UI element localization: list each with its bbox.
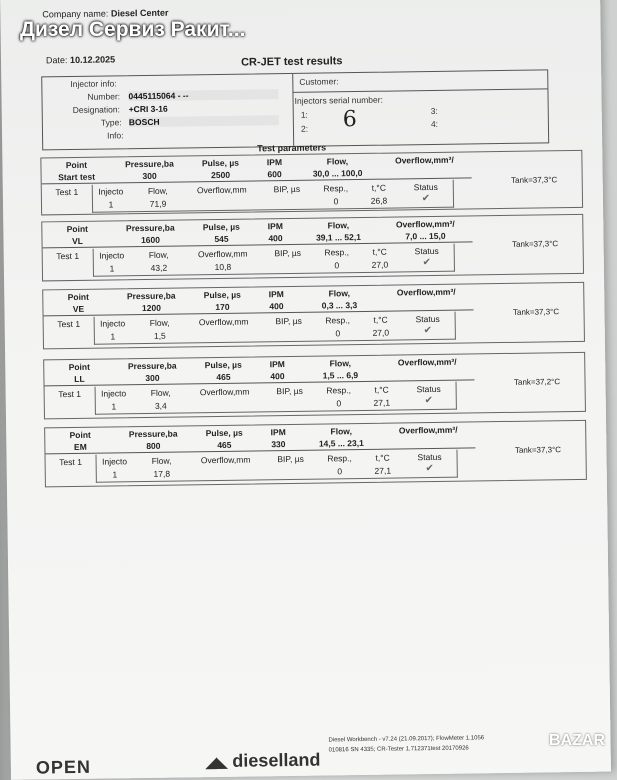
- col-header-pulse: Pulse, µs: [202, 221, 240, 233]
- param-pulse: 465: [217, 439, 232, 451]
- brand-dieselland-logo: [206, 750, 321, 773]
- watermark-logo: BAZAR: [549, 732, 605, 749]
- brand-dieselland-text: dieselland: [232, 749, 321, 771]
- date-value: 10.12.2025: [69, 54, 116, 66]
- col-header-overflow: Overflow,mm³/: [396, 286, 456, 298]
- subcol-header-temp: t,°C: [374, 384, 389, 395]
- col-header-overflow: Overflow,mm³/: [394, 154, 454, 166]
- result-resp: 0: [333, 196, 339, 207]
- col-header-pressure: Pressure,ba: [127, 360, 177, 372]
- date-label: Date:: [45, 55, 68, 66]
- param-flow-range: 30,0 ... 100,0: [312, 167, 363, 179]
- subcol-header-status: Status: [413, 181, 438, 193]
- company-name: Diesel Center: [110, 7, 169, 19]
- param-ipm: 400: [270, 371, 285, 382]
- col-header-pulse: Pulse, µs: [204, 359, 242, 371]
- tank-temperature: Tank=37,3°C: [514, 445, 562, 455]
- subcol-header-test: Test 1: [58, 388, 82, 400]
- subcol-header-flow2: Flow,: [148, 249, 169, 260]
- param-overflow-range: [381, 298, 471, 299]
- customer-label: Customer:: [299, 76, 339, 87]
- result-inj: 1: [109, 263, 115, 274]
- subcol-header-injector: Injecto: [101, 456, 128, 467]
- subcol-header-status: Status: [414, 245, 439, 257]
- number-value: 0445115064 - --: [128, 89, 278, 101]
- subcol-header-overflow2: Overflow,mm: [200, 454, 251, 466]
- param-ipm: 400: [269, 301, 284, 312]
- param-overflow-range: [382, 368, 472, 369]
- subcol-header-flow2: Flow,: [149, 317, 170, 328]
- param-overflow-range: [383, 436, 473, 437]
- subcol-header-injector: Injecto: [98, 186, 124, 197]
- subcol-header-overflow2: Overflow,mm: [198, 316, 249, 328]
- customer-divider: [292, 88, 547, 93]
- result-temp: 26,8: [370, 195, 388, 206]
- col-header-flow: Flow,: [328, 288, 351, 299]
- subcol-header-overflow2: Overflow,mm: [197, 248, 248, 260]
- serial-1: 1:: [300, 109, 308, 120]
- subcol-header-resp: Resp.,: [323, 183, 349, 194]
- subcol-header-status: Status: [415, 313, 440, 325]
- result-overflow: 10,8: [214, 261, 232, 273]
- handwritten-number: 6: [342, 107, 358, 133]
- subcol-header-injector: Injecto: [99, 250, 125, 261]
- param-pulse: 170: [215, 301, 230, 313]
- result-temp: 27,1: [373, 397, 391, 408]
- result-inj: 1: [108, 199, 114, 210]
- status-check-icon: ✔: [424, 394, 434, 407]
- serial-4: 4:: [430, 118, 439, 129]
- result-inj: 1: [111, 401, 117, 412]
- param-pressure: 300: [142, 170, 157, 182]
- subcol-header-bip: BIP, µs: [277, 453, 304, 465]
- type-label: Type:: [100, 117, 122, 128]
- info-label: Info:: [106, 130, 124, 141]
- col-header-pulse: Pulse, µs: [201, 157, 240, 169]
- date-line: [46, 54, 115, 65]
- tank-temperature: Tank=37,3°C: [511, 239, 559, 249]
- test-block: [41, 214, 584, 282]
- col-header-pressure: Pressure,ba: [128, 428, 178, 440]
- col-header-point: Point: [69, 429, 91, 441]
- subcol-header-bip: BIP, µs: [273, 183, 301, 195]
- info-divider: [292, 74, 294, 146]
- results-subtable: [95, 450, 457, 483]
- test-block: [44, 420, 587, 488]
- footer-line-2: 010816 SN 4335; CR-Tester 1.712371test 20170926: [328, 745, 469, 754]
- col-header-point: Point: [68, 361, 90, 373]
- col-header-ipm: IPM: [268, 289, 284, 300]
- subcol-header-flow2: Flow,: [147, 185, 168, 196]
- param-pulse: 545: [214, 233, 229, 245]
- col-header-flow: Flow,: [327, 220, 350, 231]
- subcol-header-bip: BIP, µs: [276, 385, 303, 397]
- result-temp: 27,0: [371, 259, 389, 270]
- results-subtable: [94, 312, 456, 345]
- param-pulse: 465: [216, 371, 231, 383]
- col-header-overflow: Overflow,mm³/: [398, 424, 458, 436]
- subcol-header-flow2: Flow,: [151, 455, 172, 466]
- subcol-header-test: Test 1: [57, 318, 81, 330]
- result-flow: 71,9: [149, 198, 167, 209]
- subcol-header-status: Status: [417, 451, 442, 463]
- subcol-header-injector: Injecto: [101, 388, 127, 399]
- status-check-icon: ✔: [423, 325, 433, 337]
- param-flow-range: 14,5 ... 23,1: [318, 437, 364, 449]
- brand-open-logo: OPEN: [35, 756, 92, 778]
- subcol-header-test: Test 1: [56, 250, 80, 262]
- subcol-header-resp: Resp.,: [324, 247, 350, 258]
- result-resp: 0: [336, 398, 342, 409]
- col-header-point: Point: [66, 223, 89, 235]
- type-value: BOSCH: [129, 115, 279, 127]
- results-subtable: [92, 180, 454, 213]
- col-header-ipm: IPM: [266, 157, 283, 168]
- subcol-header-resp: Resp.,: [327, 453, 352, 464]
- col-header-flow: Flow,: [330, 426, 352, 437]
- test-block: [42, 282, 585, 350]
- param-ipm: 330: [271, 439, 286, 450]
- result-temp: 27,1: [374, 465, 392, 476]
- col-header-ipm: IPM: [270, 427, 286, 438]
- test-block: [40, 150, 583, 216]
- status-check-icon: ✔: [422, 257, 432, 269]
- subcol-header-resp: Resp.,: [326, 385, 351, 396]
- subcol-header-overflow2: Overflow,mm: [196, 184, 247, 196]
- param-pressure: 300: [145, 372, 160, 384]
- param-overflow-range: 7,0 ... 15,0: [405, 230, 446, 242]
- report-title: CR-JET test results: [240, 55, 343, 69]
- col-header-overflow: Overflow,mm³/: [397, 356, 457, 368]
- col-header-pulse: Pulse, µs: [203, 289, 241, 301]
- results-subtable: [95, 382, 457, 415]
- result-inj: 1: [112, 469, 118, 480]
- col-header-point: Point: [67, 291, 89, 303]
- param-point: VE: [72, 303, 85, 315]
- subcol-header-test: Test 1: [59, 456, 83, 468]
- col-header-ipm: IPM: [269, 359, 285, 370]
- injector-info-title: Injector info:: [70, 78, 117, 90]
- result-flow: 3,4: [154, 400, 167, 411]
- result-flow: 43,2: [150, 262, 168, 273]
- param-point: Start test: [58, 171, 96, 183]
- param-ipm: 600: [267, 169, 282, 180]
- param-flow-range: 39,1 ... 52,1: [315, 231, 362, 243]
- result-resp: 0: [335, 328, 341, 339]
- col-header-pressure: Pressure,ba: [125, 158, 174, 170]
- param-flow-range: 0,3 ... 3,3: [321, 300, 358, 311]
- subcol-header-status: Status: [416, 383, 441, 395]
- result-resp: 0: [337, 466, 343, 477]
- serial-3: 3:: [430, 105, 438, 116]
- col-header-flow: Flow,: [326, 156, 349, 167]
- param-pulse: 2500: [211, 169, 231, 181]
- col-header-point: Point: [65, 159, 88, 171]
- results-subtable: [93, 244, 455, 277]
- result-flow: 17,8: [153, 468, 171, 479]
- subcol-header-overflow2: Overflow,mm: [199, 386, 250, 398]
- subcol-header-temp: t,°C: [375, 452, 390, 463]
- subcol-header-temp: t,°C: [371, 182, 386, 193]
- param-overflow-range: [380, 166, 470, 167]
- status-check-icon: ✔: [421, 193, 431, 205]
- listing-title-overlay: Дизел Сервиз Ракит...: [20, 18, 246, 41]
- tank-temperature: Tank=37,2°C: [513, 377, 561, 387]
- dieselland-mark-icon: ◢◣: [205, 753, 228, 771]
- param-ipm: 400: [268, 233, 283, 244]
- param-flow-range: 1,5 ... 6,9: [322, 370, 359, 381]
- number-label: Number:: [87, 91, 121, 102]
- subcol-header-temp: t,°C: [372, 246, 387, 257]
- subcol-header-bip: BIP, µs: [274, 247, 302, 259]
- tank-temperature: Tank=37,3°C: [512, 307, 560, 317]
- result-flow: 1,5: [153, 330, 166, 341]
- subcol-header-injector: Injecto: [100, 318, 126, 329]
- serial-2: 2:: [300, 123, 309, 134]
- designation-label: Designation:: [72, 104, 121, 115]
- test-parameters-title: Test parameters: [257, 142, 327, 154]
- result-temp: 27,0: [372, 327, 390, 338]
- injector-info-box: [41, 69, 549, 150]
- param-pressure: 800: [146, 440, 161, 452]
- company-label: Company name:: [42, 8, 109, 20]
- subcol-header-bip: BIP, µs: [275, 315, 302, 327]
- result-resp: 0: [334, 260, 340, 271]
- subcol-header-resp: Resp.,: [325, 315, 350, 326]
- col-header-ipm: IPM: [267, 221, 283, 232]
- footer-line-1: Diesel Workbench - v7.24 (21.09.2017); FlowMeter 1.1056: [328, 735, 485, 744]
- test-block: [43, 352, 586, 420]
- col-header-pressure: Pressure,ba: [126, 290, 176, 302]
- col-header-pressure: Pressure,ba: [125, 222, 175, 234]
- param-point: EM: [73, 441, 87, 453]
- col-header-overflow: Overflow,mm³/: [395, 218, 455, 230]
- param-pressure: 1200: [141, 302, 161, 314]
- subcol-header-test: Test 1: [55, 186, 79, 198]
- col-header-flow: Flow,: [329, 358, 352, 369]
- param-point: LL: [74, 373, 85, 385]
- col-header-pulse: Pulse, µs: [205, 427, 243, 439]
- serial-label: Injectors serial number:: [294, 94, 383, 106]
- tank-temperature: Tank=37,3°C: [511, 175, 558, 185]
- status-check-icon: ✔: [425, 462, 434, 475]
- subcol-header-flow2: Flow,: [150, 387, 171, 398]
- param-pressure: 1600: [140, 234, 161, 246]
- result-inj: 1: [110, 331, 116, 342]
- param-point: VL: [72, 235, 84, 247]
- designation-value: +CRI 3-16: [128, 103, 168, 115]
- subcol-header-temp: t,°C: [373, 314, 388, 325]
